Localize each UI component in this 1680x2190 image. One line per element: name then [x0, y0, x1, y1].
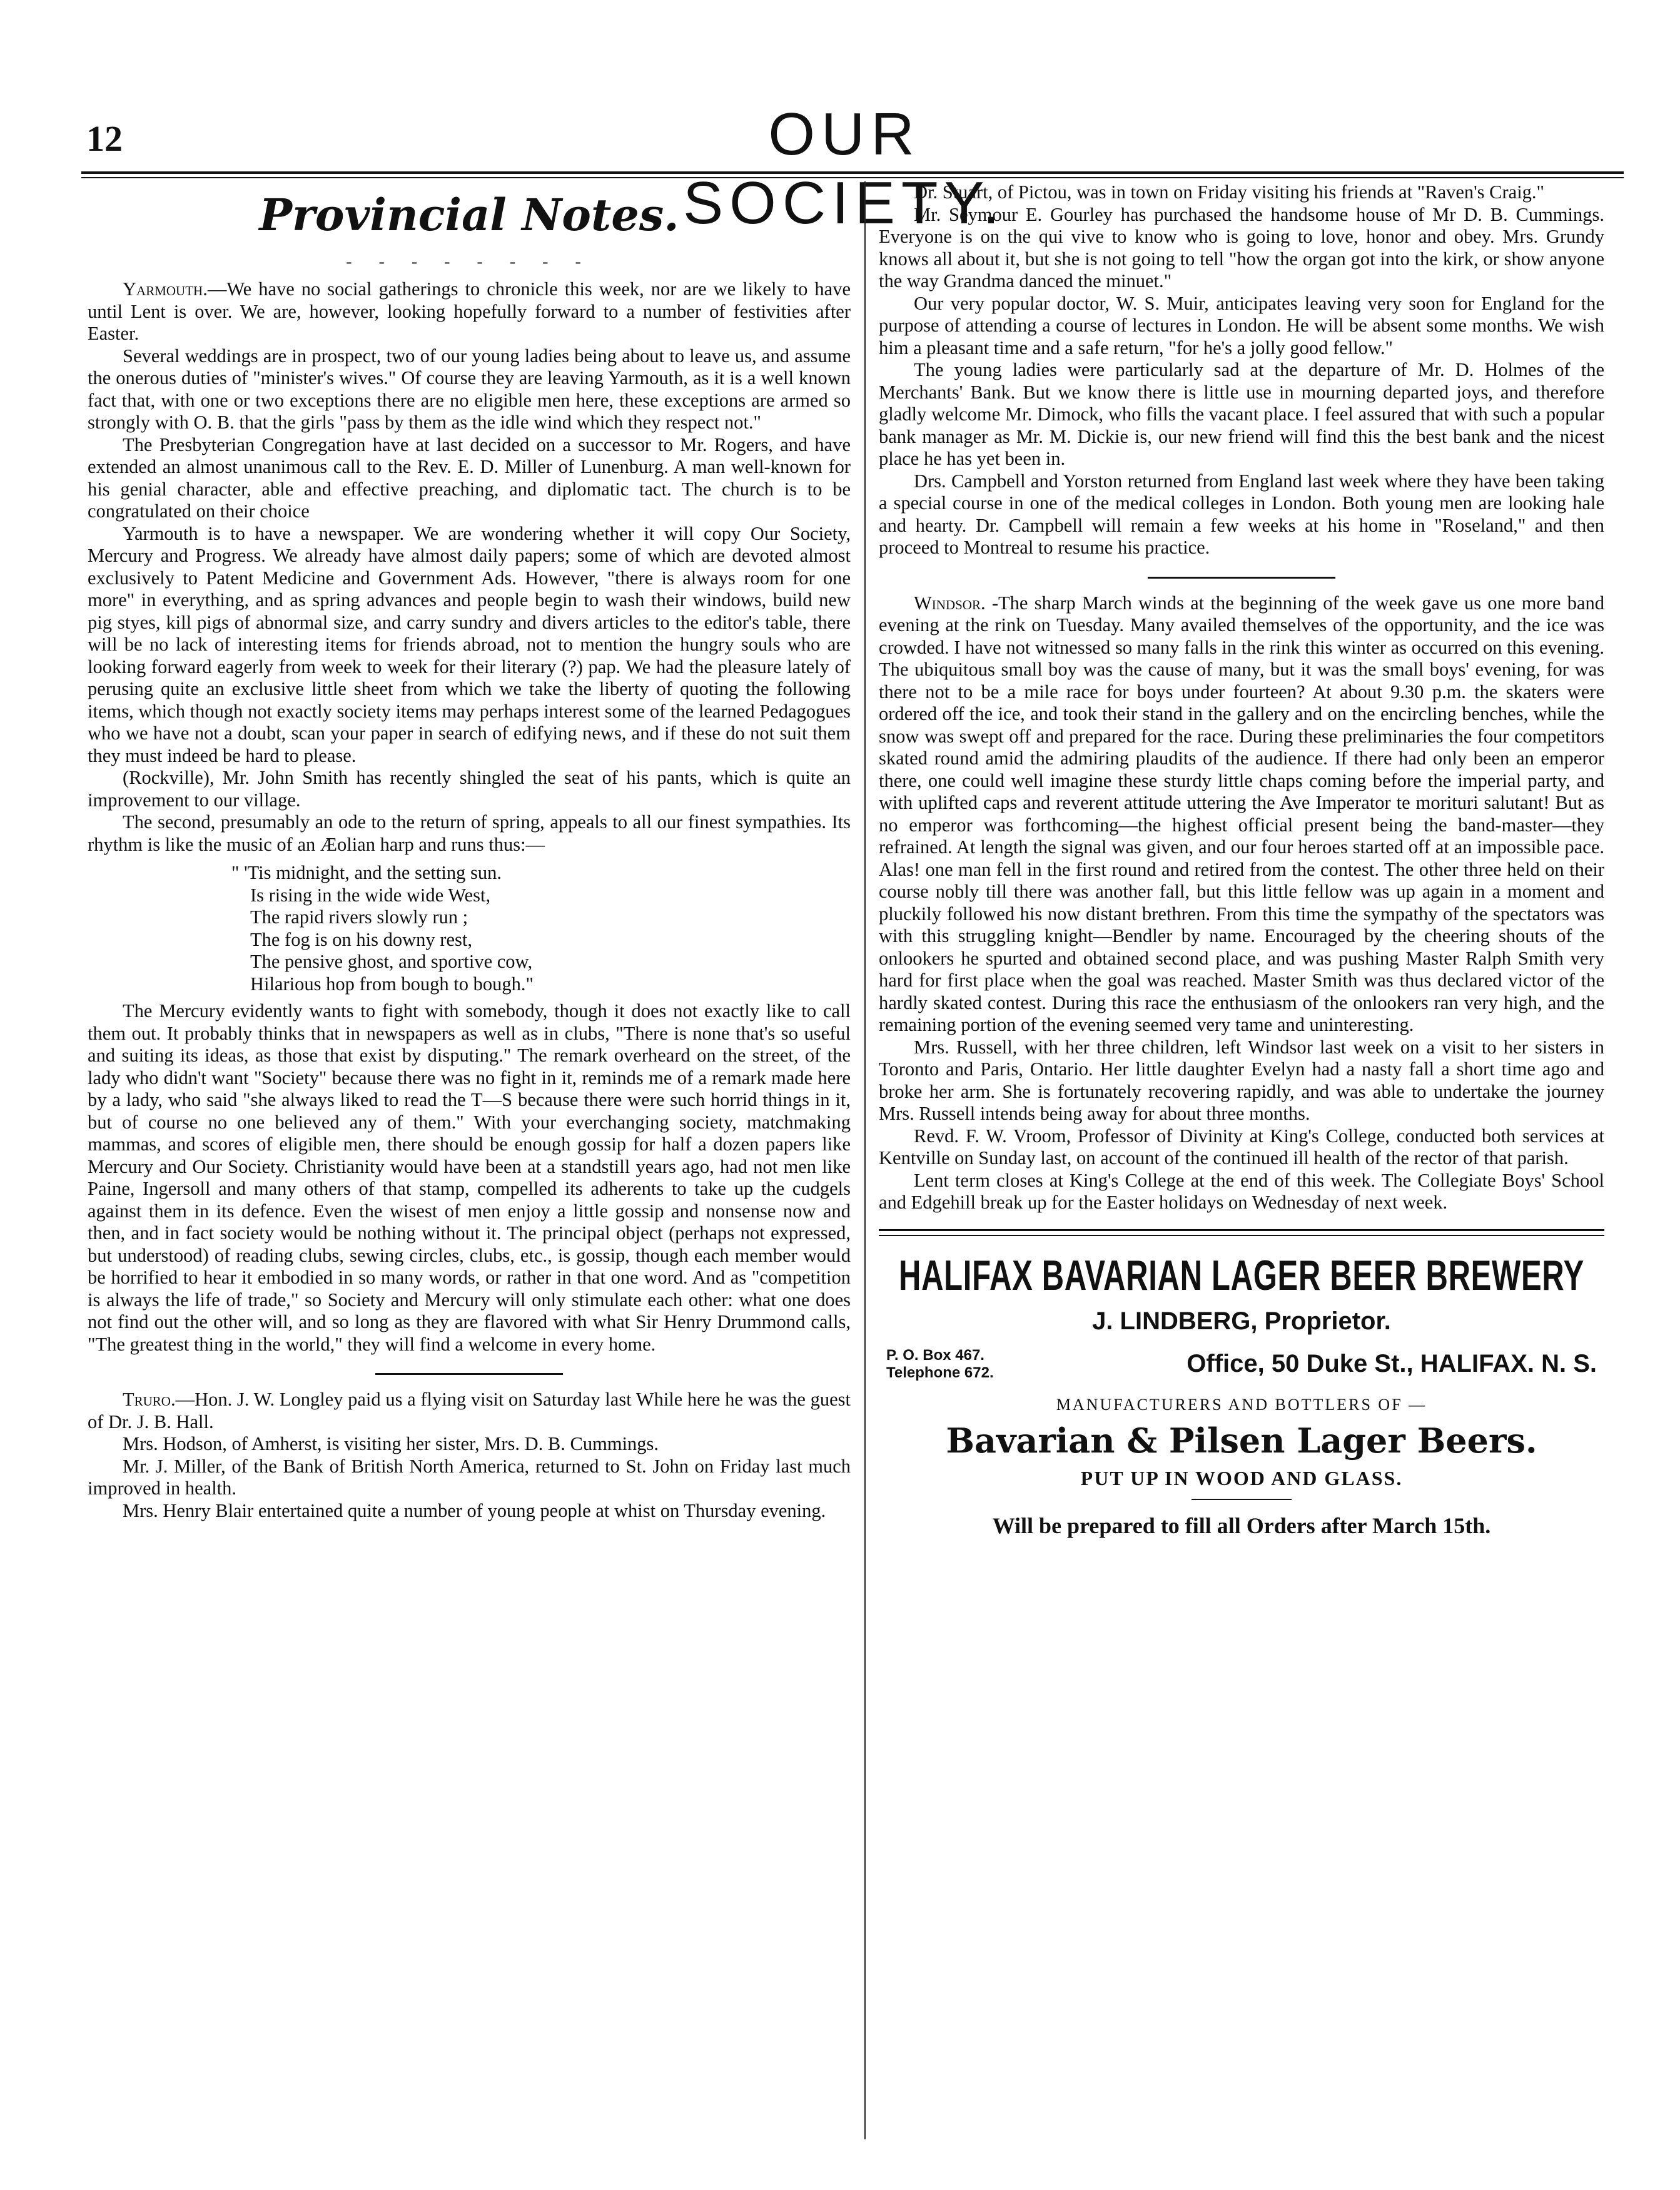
yarmouth-paragraph: The Presbyterian Congregation have at last decided on a successor to Mr. Rogers, and have extended an almost unanimous call to the Rev. E. D. Miller of Lunenburg. A man well-known for his genial character, able and effective preaching, and diplomatic tact. The church is to be congratulated on their choice — [88, 433, 851, 522]
ad-beers: Bavarian & Pilsen Lager Beers. — [946, 1420, 1537, 1461]
poem-line: The pensive ghost, and sportive cow, — [250, 951, 533, 972]
left-column — [88, 181, 851, 1522]
page-number: 12 — [86, 118, 123, 159]
masthead-title: OUR SOCIETY. — [683, 101, 1006, 236]
place-name-truro: Truro. — [123, 1389, 176, 1410]
ad-manufacturers: MANUFACTURERS AND BOTTLERS OF — — [1056, 1395, 1427, 1414]
pictou-paragraph: Dr. Stuart, of Pictou, was in town on Friday visiting his friends at "Raven's Craig." — [914, 181, 1545, 203]
truro-paragraph: Mrs. Hodson, of Amherst, is visiting her sister, Mrs. D. B. Cummings. — [123, 1433, 659, 1454]
poem — [231, 862, 851, 995]
ad-wood-glass: PUT UP IN WOOD AND GLASS. — [1080, 1466, 1403, 1489]
place-name-windsor: Windsor. — [914, 592, 986, 614]
yarmouth-paragraph — [88, 278, 851, 345]
ad-dash — [1192, 1499, 1292, 1500]
windsor-paragraph — [879, 592, 1604, 1037]
truro-paragraph — [88, 1389, 851, 1433]
paragraph-text: —Hon. J. W. Longley paid us a flying visit on Saturday last While here he was the guest of Dr. J. B. Hall. — [88, 1389, 851, 1432]
section-separator — [375, 1373, 563, 1375]
pictou-paragraph: The young ladies were particularly sad at the departure of Mr. D. Holmes of the Merchants' Bank. But we know there is little use in mourning departed joys, and therefore gladly welcome Mr. Dimock, who fills the vacant place. I feel assured that with such a popular bank manager as Mr. M. Dickie is, our new friend will find this the best bank and the nicest place he has yet been in. — [879, 359, 1604, 469]
truro-paragraph: Mrs. Henry Blair entertained quite a number of young people at whist on Thursday evening. — [123, 1499, 826, 1521]
poem-line: Is rising in the wide wide West, — [250, 884, 491, 906]
ad-proprietor: J. LINDBERG, Proprietor. — [1092, 1307, 1391, 1335]
yarmouth-paragraph: Yarmouth is to have a newspaper. We are wondering whether it will copy Our Society, Mercury and Progress. We already have almost daily papers; some of which are devoted almost exclusively to Patent Medicine and Government Ads. However, "there is always room for one more" in everything, and as spring advances and people begin to wash their windows, build new pig styes, kill pigs of abnormal size, and carry sundry and divers articles to the editor's table, there will be no lack of interesting items for friends abroad, not to mention the hungry souls who are looking forward eagerly from week to week for their literary (?) pap. We had the pleasure lately of perusing quite an exclusive little sheet from which we take the liberty of quoting the following items, which though not exactly society items may perhaps interest some of the learned Pedagogues who we have not a doubt, scan your paper in search of edifying news, and if these do not suit them they must indeed be hard to please. — [88, 522, 851, 766]
pictou-paragraph: Mr. Seymour E. Gourley has purchased the handsome house of Mr D. B. Cummings. Everyone is on the qui vive to know who is going to love, honor and obey. Mrs. Grundy knows all about it, but she is not going to tell "how the organ got into the kirk, or show anyone the way Grandma danced the minuet." — [879, 203, 1604, 291]
poem-line: Hilarious hop from bough to bough." — [250, 973, 534, 995]
advertisement-rule-thin — [879, 1235, 1604, 1236]
ad-office-address: Office, 50 Duke St., HALIFAX. N. S. — [1187, 1350, 1597, 1377]
windsor-paragraph: Mrs. Russell, with her three children, left Windsor last week on a visit to her sisters in Toronto and Paris, Ontario. Her little daughter Evelyn had a nasty fall a short time ago and broke her arm. She is fortunately recovering rapidly, and was able to undertake the journey Mrs. Russell intends being away for about three months. — [879, 1036, 1604, 1124]
poem-line: The rapid rivers slowly run ; — [250, 906, 468, 928]
section-separator — [1148, 577, 1335, 579]
windsor-paragraph: Lent term closes at King's College at the end of this week. The Collegiate Boys' School and Edgehill break up for the Easter holidays on Wednesday of next week. — [879, 1169, 1604, 1213]
ad-po-box: P. O. Box 467. — [886, 1346, 984, 1364]
yarmouth-paragraph: The Mercury evidently wants to fight with somebody, though it does not exactly like to call them out. It probably thinks that in newspapers as well as in clubs, "There is none that's so useful and suiting its ideas, as those that exist by disputing." The remark overheard on the street, of the lady who didn't want "Society" because there was no fight in it, reminds me of a remark made here by a lady, who said "she always liked to read the T—S because there were such horrid things in it, but of course no one believed any of them." With your everchanging society, matchmaking mammas, and scores of eligible men, there should be enough gossip for half a dozen papers like Mercury and Our Society. Christianity would have been at a standstill years ago, had not men like Paine, Ingersoll and many others of that stamp, compelled its adherents to take up the cudgels against them in its defence. Even the wisest of men enjoy a little gossip and nonsense now and then, and in fact society would be nothing without it. The principal object (perhaps not expressed, but understood) of reading clubs, sewing circles, clubs, etc., is gossip, though each member would be horrified to hear it embodied in so many words, or rather in that one word. And as "competition is always the life of trade," so Society and Mercury will only stimulate each other: what one does not find out the other will, and so long as they are flavored with what Sir Henry Drummond calls, "The greatest thing in the world," they will find a welcome in every home. — [88, 1000, 851, 1355]
pictou-paragraph: Drs. Campbell and Yorston returned from England last week where they have been taking a special course in one of the medical colleges in London. Both young men are looking hale and hearty. Dr. Campbell will remain a few weeks at his home in "Roseland," and then proceed to Montreal to resume his practice. — [879, 470, 1604, 558]
pictou-paragraph: Our very popular doctor, W. S. Muir, anticipates leaving very soon for England for the purpose of attending a course of lectures in London. He will be absent some months. We wish him a pleasant time and a safe return, "for he's a jolly good fellow." — [879, 292, 1604, 358]
section-title: Provincial Notes. — [259, 189, 679, 241]
ad-headline: HALIFAX BAVARIAN LAGER BEER BREWERY — [898, 1251, 1584, 1299]
yarmouth-paragraph: The second, presumably an ode to the return of spring, appeals to all our finest sympathies. Its rhythm is like the music of an Æolian harp and runs thus:— — [88, 811, 851, 855]
column-divider — [864, 181, 866, 2139]
title-ornament: - - - - - - - - — [346, 252, 592, 271]
poem-line: " 'Tis midnight, and the setting sun. — [231, 862, 502, 883]
paragraph-text: -The sharp March winds at the beginning of the week gave us one more band evening at the rink on Tuesday. Many availed themselves of the opportunity, and the ice was crowded. I have not witnessed so many falls in the rink this winter as occurred on this evening. The ubiquitous small boy was the cause of many, but it was the small boys' evening, for was there not to be a mile race for boys under fourteen? At about 9.30 p.m. the skaters were ordered off the ice, and took their stand in the gallery and on the encircling benches, while the snow was swept off and prepared for the race. During these preliminaries the four competitors skated round amid the admiring plaudits of the audience. If there had only been an emperor there, one could well imagine these sturdy little chaps coming before the imperial party, and with uplifted caps and reverent attitude uttering the Ave Imperator te morituri salutant! But as no emperor was forthcoming—the highest official present being the band-master—they refrained. At length the signal was given, and our four heroes started off at an impossible pace. Alas! one man fell in the first round and retired from the contest. The other three held on their course nobly till there was another fall, but this little fellow was up again in a moment and pluckily followed his now distant brethren. From this time the sympathy of the spectators was with this struggling knight—Bendler by name. Encouraged by the cheering shouts of the onlookers he spurted and obtained second place, and was pushing Master Ralph Smith very hard for first place when the goal was reached. Master Smith was thus declared victor of the hardly skated contest. During this race the enthusiasm of the onlookers ran very high, and the remaining portion of the evening seemed very tame and uninteresting. — [879, 592, 1604, 1035]
ad-telephone: Telephone 672. — [886, 1364, 994, 1381]
advertisement-rule — [879, 1229, 1604, 1231]
masthead-rule — [81, 171, 1624, 174]
right-column — [879, 181, 1604, 1539]
ad-prepared: Will be prepared to fill all Orders after March 15th. — [992, 1513, 1491, 1538]
yarmouth-paragraph: Several weddings are in prospect, two of our young ladies being about to leave us, and assume the onerous duties of "minister's wives." Of course they are leaving Yarmouth, as it is a well known fact that, with one or two exceptions there are no eligible men here, these exceptions are armed so strongly with O. B. that the girls "pass by them as the idle wind which they respect not." — [88, 345, 851, 433]
paragraph-text: —We have no social gatherings to chronicle this week, nor are we likely to have until Lent is over. We are, however, looking hopefully forward to a number of festivities after Easter. — [88, 278, 851, 344]
ad-box-telephone — [886, 1347, 994, 1382]
poem-line: The fog is on his downy rest, — [250, 928, 472, 950]
truro-paragraph: Mr. J. Miller, of the Bank of British North America, returned to St. John on Friday last much improved in health. — [88, 1455, 851, 1499]
masthead-rule-thin — [81, 177, 1624, 178]
yarmouth-paragraph: (Rockville), Mr. John Smith has recently shingled the seat of his pants, which is quite an improvement to our village. — [88, 767, 851, 811]
brewery-advertisement — [879, 1251, 1604, 1539]
windsor-paragraph: Revd. F. W. Vroom, Professor of Divinity at King's College, conducted both services at Kentville on Sunday last, on account of the continued ill health of the rector of that parish. — [879, 1125, 1604, 1169]
place-name-yarmouth: Yarmouth. — [123, 278, 208, 300]
ad-contact-row — [879, 1347, 1604, 1382]
